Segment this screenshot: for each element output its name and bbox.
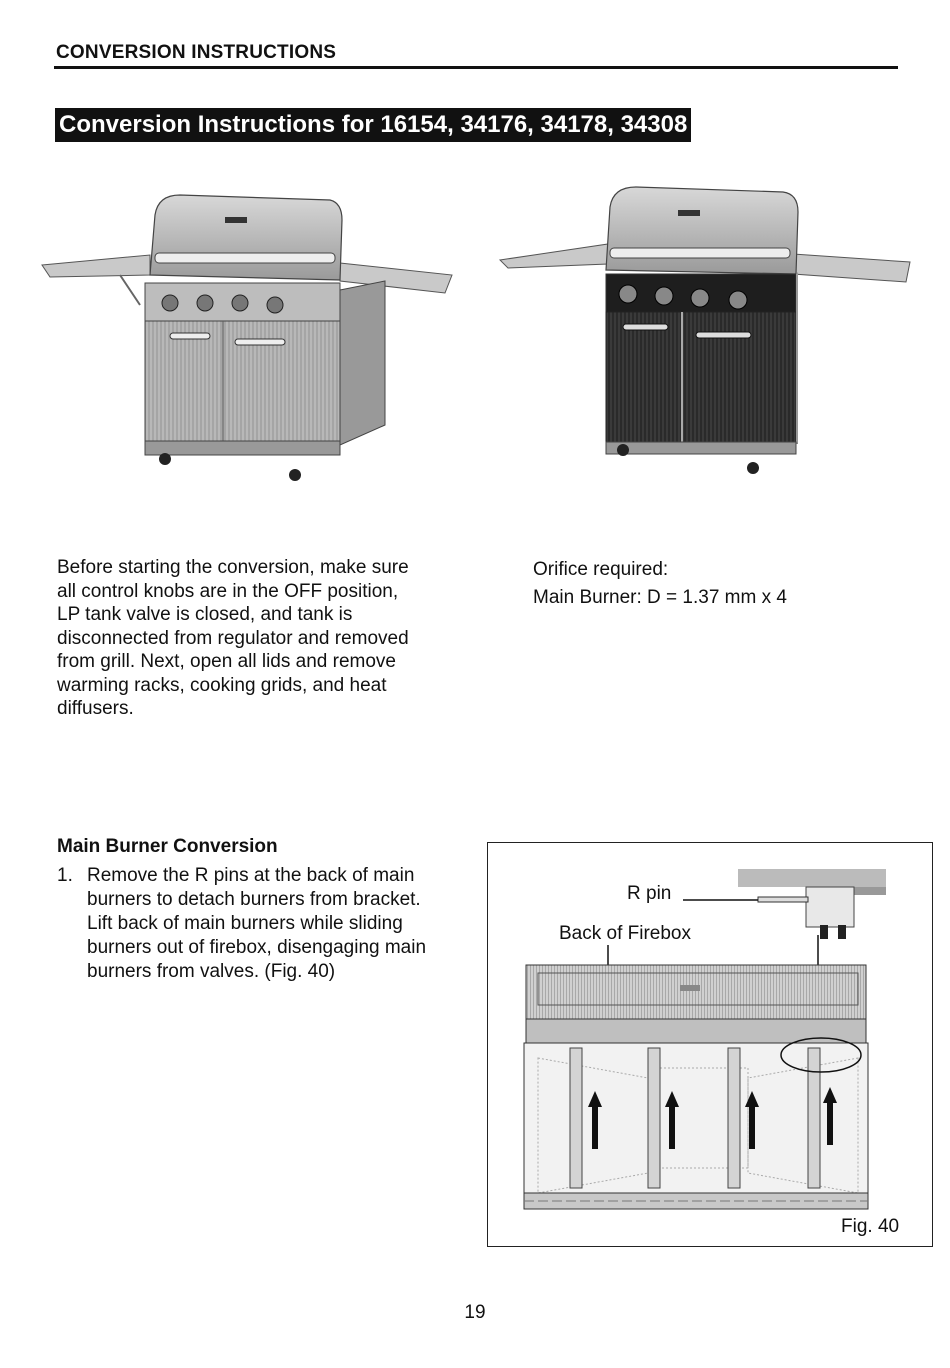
prep-line: Before starting the conversion, make sure xyxy=(57,557,409,578)
prep-line: from grill. Next, open all lids and remove xyxy=(57,651,396,672)
step-line: Lift back of main burners while sliding xyxy=(87,913,403,934)
orifice-main-burner: Main Burner: D = 1.37 mm x 4 xyxy=(533,587,787,608)
prep-line: all control knobs are in the OFF position, xyxy=(57,580,399,602)
stainless-grill-illustration xyxy=(40,185,455,485)
page-number: 19 xyxy=(464,1302,486,1323)
page-header-title: CONVERSION INSTRUCTIONS xyxy=(56,42,337,63)
step-line: burners out of firebox, disengaging main xyxy=(87,937,427,958)
firebox-diagram xyxy=(488,843,931,1245)
step-line: burners from valves. (Fig. 40) xyxy=(87,961,336,982)
prep-line: diffusers. xyxy=(57,698,134,719)
model-banner: Conversion Instructions for 16154, 34176, 34178, 34308 xyxy=(55,108,691,142)
header-divider xyxy=(54,66,898,69)
prep-line: disconnected from regulator and removed xyxy=(57,627,409,649)
orifice-info xyxy=(533,556,913,612)
step-line: Remove the R pins at the back of main xyxy=(87,865,415,886)
orifice-label: Orifice required: xyxy=(533,559,669,580)
figure-caption: Fig. 40 xyxy=(841,1216,900,1237)
step-1 xyxy=(57,864,457,984)
prep-instructions xyxy=(57,556,477,721)
prep-line: LP tank valve is closed, and tank is xyxy=(57,604,353,625)
r-pin-label: R pin xyxy=(627,883,672,904)
prep-line: warming racks, cooking grids, and heat xyxy=(57,674,387,696)
firebox-label: Back of Firebox xyxy=(559,923,691,944)
step-number: 1. xyxy=(57,865,73,886)
section-title: Main Burner Conversion xyxy=(57,836,278,857)
figure-40 xyxy=(487,842,933,1247)
black-door-grill-illustration xyxy=(498,182,913,482)
step-line: burners to detach burners from bracket. xyxy=(87,889,421,910)
